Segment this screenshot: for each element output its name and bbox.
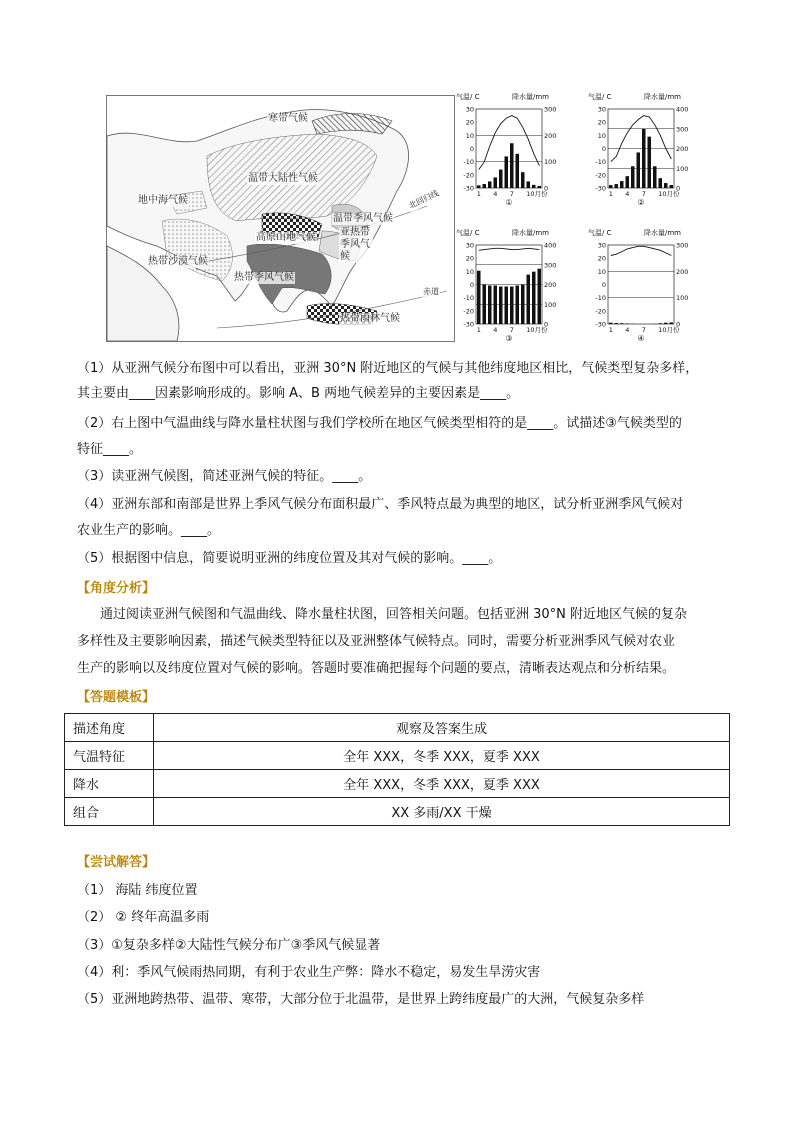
month-tick-label: 10月份 [526, 190, 548, 198]
precip-axis-title: 降水量/mm [512, 93, 549, 101]
precip-bar [526, 181, 530, 188]
precip-bar [477, 185, 481, 188]
precip-tick-label: 200 [676, 267, 689, 276]
table-cell: 气温特征 [65, 742, 154, 770]
chart-number-label: ③ [505, 334, 513, 343]
answer-1: （1） 海陆 纬度位置 [77, 883, 198, 898]
month-tick-label: 1 [608, 190, 613, 198]
precip-tick-label: 400 [544, 241, 557, 250]
temp-tick-label: -10 [463, 158, 474, 167]
temp-tick-label: 10 [597, 267, 606, 276]
temp-tick-label: 0 [469, 281, 474, 289]
question-4-line-1: （4）亚洲东部和南部是世界上季风气候分布面积最广、季风特点最为典型的地区，试分析亚洲季风气候对 [77, 497, 684, 512]
question-2-line-1: （2）右上图中气温曲线与降水量柱状图与我们学校所在地区气候类型相符的是____。试描述③气候类型的 [77, 416, 682, 431]
precip-tick-label: 200 [544, 281, 557, 289]
month-tick-label: 1 [476, 190, 481, 198]
table-cell: XX 多雨/XX 干燥 [154, 798, 730, 826]
question-3: （3）读亚洲气候图，简述亚洲气候的特征。____。 [77, 469, 372, 484]
table-row [65, 798, 730, 826]
answers-heading: 【尝试解答】 [77, 855, 156, 870]
precip-bar [625, 323, 629, 324]
precip-tick-label: 400 [676, 105, 689, 114]
precip-bar [515, 154, 519, 188]
precip-bar [493, 177, 497, 188]
table-header-cell: 观察及答案生成 [154, 714, 730, 742]
angle-analysis-line-1: 通过阅读亚洲气候图和气温曲线、降水量柱状图，回答相关问题。包括亚洲 30°N 附近地区气候的复杂 [100, 607, 688, 622]
chart-number-label: ④ [637, 334, 645, 343]
temp-tick-label: 0 [469, 145, 474, 153]
temp-tick-label: -20 [595, 171, 606, 180]
question-1-line-1: （1）从亚洲气候分布图中可以看出，亚洲 30°N 附近地区的气候与其他纬度地区相比，气候类型复杂多样， [77, 361, 699, 376]
precip-bar [620, 323, 624, 324]
climate-chart-1 [456, 92, 582, 207]
temp-tick-label: -30 [595, 184, 606, 193]
precip-tick-label: 0 [544, 184, 549, 193]
climate-chart-3 [456, 228, 582, 343]
asia-climate-map [106, 95, 455, 342]
month-tick-label: 4 [493, 190, 498, 198]
precip-tick-label: 0 [676, 320, 681, 329]
precip-bar [493, 285, 497, 324]
precip-tick-label: 100 [676, 164, 689, 173]
month-tick-label: 4 [493, 326, 498, 334]
temp-axis-title: 气温/ C [456, 93, 480, 101]
question-5: （5）根据图中信息，简要说明亚洲的纬度位置及其对气候的影响。____。 [77, 551, 502, 566]
temp-tick-label: 20 [597, 254, 606, 263]
precip-tick-label: 100 [676, 294, 689, 303]
table-cell: 组合 [65, 798, 154, 826]
label-mediterranean: 地中海气候 [138, 195, 188, 206]
temp-tick-label: 30 [465, 241, 474, 250]
temp-tick-label: -30 [463, 320, 474, 329]
precip-bar [521, 285, 525, 325]
precip-tick-label: 300 [676, 241, 689, 250]
precip-bar [658, 323, 662, 324]
precip-bar [631, 166, 635, 188]
precip-bar [510, 143, 514, 188]
precip-bar [669, 322, 673, 324]
month-tick-label: 4 [625, 190, 630, 198]
climate-chart-2 [588, 92, 714, 207]
table-cell: 全年 XXX，冬季 XXX，夏季 XXX [154, 770, 730, 798]
temp-tick-label: 30 [465, 105, 474, 114]
label-tropical-desert: 热带沙漠气候 [148, 256, 208, 267]
table-cell: 降水 [65, 770, 154, 798]
precip-bar [477, 271, 481, 324]
angle-analysis-line-2: 多样性及主要影响因素，描述气候类型特征以及亚洲整体气候特点。同时，需要分析亚洲季风气候对农业 [77, 634, 676, 649]
precip-bar [510, 286, 514, 324]
month-tick-label: 1 [476, 326, 481, 334]
precip-bar [658, 178, 662, 188]
label-equator: 赤道 [423, 287, 439, 296]
precip-bar [614, 323, 618, 324]
month-tick-label: 10月份 [658, 326, 680, 334]
temp-tick-label: 30 [597, 241, 606, 250]
temp-tick-label: 30 [597, 105, 606, 114]
precip-bar [499, 286, 503, 324]
precip-bar [515, 285, 519, 324]
plot-frame [608, 245, 674, 324]
asia-map-graphic [107, 96, 454, 341]
month-tick-label: 7 [509, 190, 514, 198]
month-tick-label: 7 [641, 326, 646, 334]
angle-analysis-line-3: 生产的影响以及纬度位置对气候的影响。答题时要准确把握每个问题的要点，清晰表达观点和分析结果。 [77, 661, 676, 676]
temp-tick-label: -10 [595, 158, 606, 167]
precip-bar [614, 184, 618, 188]
month-tick-label: 10月份 [658, 190, 680, 198]
precip-axis-title: 降水量/mm [644, 229, 681, 237]
precip-tick-label: 0 [676, 184, 681, 193]
climate-chart-4 [588, 228, 714, 343]
precip-bar [653, 166, 657, 188]
precip-tick-label: 300 [544, 261, 557, 270]
precip-axis-title: 降水量/mm [644, 93, 681, 101]
precip-bar [526, 275, 530, 324]
precip-bar [504, 156, 508, 188]
chart-number-label: ① [505, 198, 513, 207]
label-tropical-rainforest: 热带雨林气候 [340, 313, 400, 324]
temp-tick-label: 0 [601, 145, 606, 153]
month-tick-label: 7 [641, 190, 646, 198]
table-header-row [65, 714, 730, 742]
template-heading: 【答题模板】 [77, 690, 156, 705]
precip-tick-label: 100 [544, 158, 557, 167]
question-4-line-2: 农业生产的影响。____。 [77, 523, 221, 538]
temp-tick-label: -20 [463, 171, 474, 180]
month-tick-label: 4 [625, 326, 630, 334]
temp-tick-label: 0 [601, 281, 606, 289]
precip-bar [636, 152, 640, 188]
precip-bar [609, 323, 613, 324]
answer-4: （4）利：季风气候雨热同期，有利于农业生产弊：降水不稳定，易发生旱涝灾害 [77, 965, 541, 980]
table-row [65, 770, 730, 798]
temp-tick-label: -30 [595, 320, 606, 329]
month-tick-label: 1 [608, 326, 613, 334]
precip-bar [482, 184, 486, 188]
precip-bar [532, 185, 536, 188]
precip-bar [642, 129, 646, 188]
month-tick-label: 7 [509, 326, 514, 334]
precip-axis-title: 降水量/mm [512, 229, 549, 237]
question-2-line-2: 特征____。 [77, 442, 143, 457]
precip-tick-label: 200 [544, 131, 557, 140]
precip-bar [537, 186, 541, 188]
temp-tick-label: 20 [465, 118, 474, 127]
label-subtropical-monsoon: 亚热带季风气候 [339, 227, 373, 263]
precip-bar [647, 137, 651, 188]
precip-bar [482, 285, 486, 325]
precip-bar [488, 181, 492, 188]
precip-tick-label: 0 [544, 320, 549, 329]
temp-axis-title: 气温/ C [588, 93, 612, 101]
table-cell: 全年 XXX，冬季 XXX，夏季 XXX [154, 742, 730, 770]
temp-tick-label: 20 [465, 254, 474, 263]
temp-tick-label: -20 [595, 307, 606, 316]
precip-bar [625, 176, 629, 188]
temp-tick-label: -10 [595, 294, 606, 303]
precip-bar [664, 323, 668, 324]
question-1-line-2: 其主要由____因素影响形成的。影响 A、B 两地气候差异的主要因素是____。 [77, 386, 520, 401]
month-tick-label: 10月份 [526, 326, 548, 334]
answer-5: （5）亚洲地跨热带、温带、寒带，大部分位于北温带，是世界上跨纬度最广的大洲，气候复杂多样 [77, 992, 645, 1007]
precip-tick-label: 100 [544, 300, 557, 309]
temp-tick-label: 10 [597, 131, 606, 140]
angle-analysis-heading: 【角度分析】 [77, 581, 156, 596]
precip-bar [499, 170, 503, 188]
temperature-line [611, 116, 672, 162]
label-frigid: 寒带气候 [268, 113, 308, 124]
precip-tick-label: 200 [676, 145, 689, 153]
chart-number-label: ② [637, 198, 645, 207]
precip-tick-label: 300 [544, 105, 557, 114]
label-temperate-monsoon: 温带季风气候 [333, 213, 393, 224]
temp-tick-label: -10 [463, 294, 474, 303]
temp-tick-label: 10 [465, 267, 474, 276]
temperature-line [611, 246, 672, 255]
table-row [65, 742, 730, 770]
label-highland: 高原山地气候 [256, 232, 316, 243]
precip-bar [620, 181, 624, 188]
temp-axis-title: 气温/ C [588, 229, 612, 237]
precip-bar [532, 272, 536, 324]
precip-bar [521, 172, 525, 188]
precip-bar [664, 183, 668, 188]
precip-bar [669, 185, 673, 188]
answer-3: （3）①复杂多样②大陆性气候分布广③季风气候显著 [77, 938, 381, 953]
temp-tick-label: 20 [597, 118, 606, 127]
temp-tick-label: -30 [463, 184, 474, 193]
table-header-cell: 描述角度 [65, 714, 154, 742]
precip-bar [504, 286, 508, 324]
precip-bar [609, 185, 613, 188]
temperature-line [479, 248, 540, 250]
answer-template-table [64, 713, 730, 826]
precip-bar [488, 285, 492, 324]
label-temperate-continental: 温带大陆性气候 [248, 173, 318, 184]
temp-tick-label: -20 [463, 307, 474, 316]
precip-tick-label: 300 [676, 125, 689, 134]
label-tropic-line: 北回归线 [406, 187, 442, 212]
precip-bar [537, 269, 541, 324]
temp-axis-title: 气温/ C [456, 229, 480, 237]
answer-2: （2） ② 终年高温多雨 [77, 910, 210, 925]
temp-tick-label: 10 [465, 131, 474, 140]
label-tropical-monsoon: 热带季风气候 [234, 272, 294, 283]
